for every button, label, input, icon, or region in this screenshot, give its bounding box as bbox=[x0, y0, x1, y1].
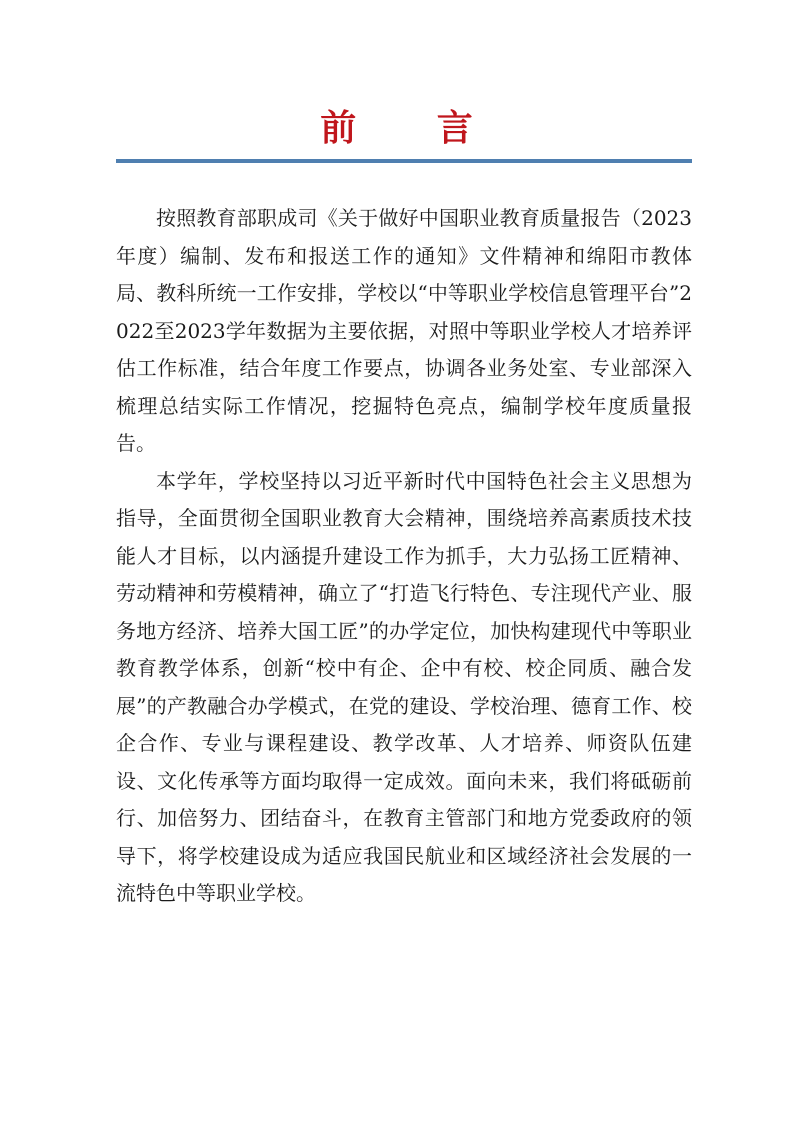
paragraph-2: 本学年，学校坚持以习近平新时代中国特色社会主义思想为指导，全面贯彻全国职业教育大会精神，围绕培养高素质技术技能人才目标，以内涵提升建设工作为抓手，大力弘扬工匠精神、劳动精神和劳模精神，确立了“打造飞行特色、专注现代产业、服务地方经济、培养大国工匠”的办学定位，加快构建现代中等职业教育教学体系，创新“校中有企、企中有校、校企同质、融合发展”的产教融合办学模式，在党的建设、学校治理、德育工作、校企合作、专业与课程建设、教学改革、人才培养、师资队伍建设、文化传承等方面均取得一定成效。面向未来，我们将砥砺前行、加倍努力、团结奋斗，在教育主管部门和地方党委政府的领导下，将学校建设成为适应我国民航业和区域经济社会发展的一流特色中等职业学校。 bbox=[116, 468, 692, 905]
page-title: 前 言 bbox=[320, 107, 507, 149]
title-divider bbox=[116, 159, 692, 163]
paragraph-1: 按照教育部职成司《关于做好中国职业教育质量报告（2023年度）编制、发布和报送工作的通知》文件精神和绵阳市教体局、教科所统一工作安排，学校以“中等职业学校信息管理平台”2022至2023学年数据为主要依据，对照中等职业学校人才培养评估工作标准，结合年度工作要点，协调各业务处室、专业部深入梳理总结实际工作情况，挖掘特色亮点，编制学校年度质量报告。 bbox=[116, 206, 692, 455]
preface-body bbox=[116, 200, 692, 913]
